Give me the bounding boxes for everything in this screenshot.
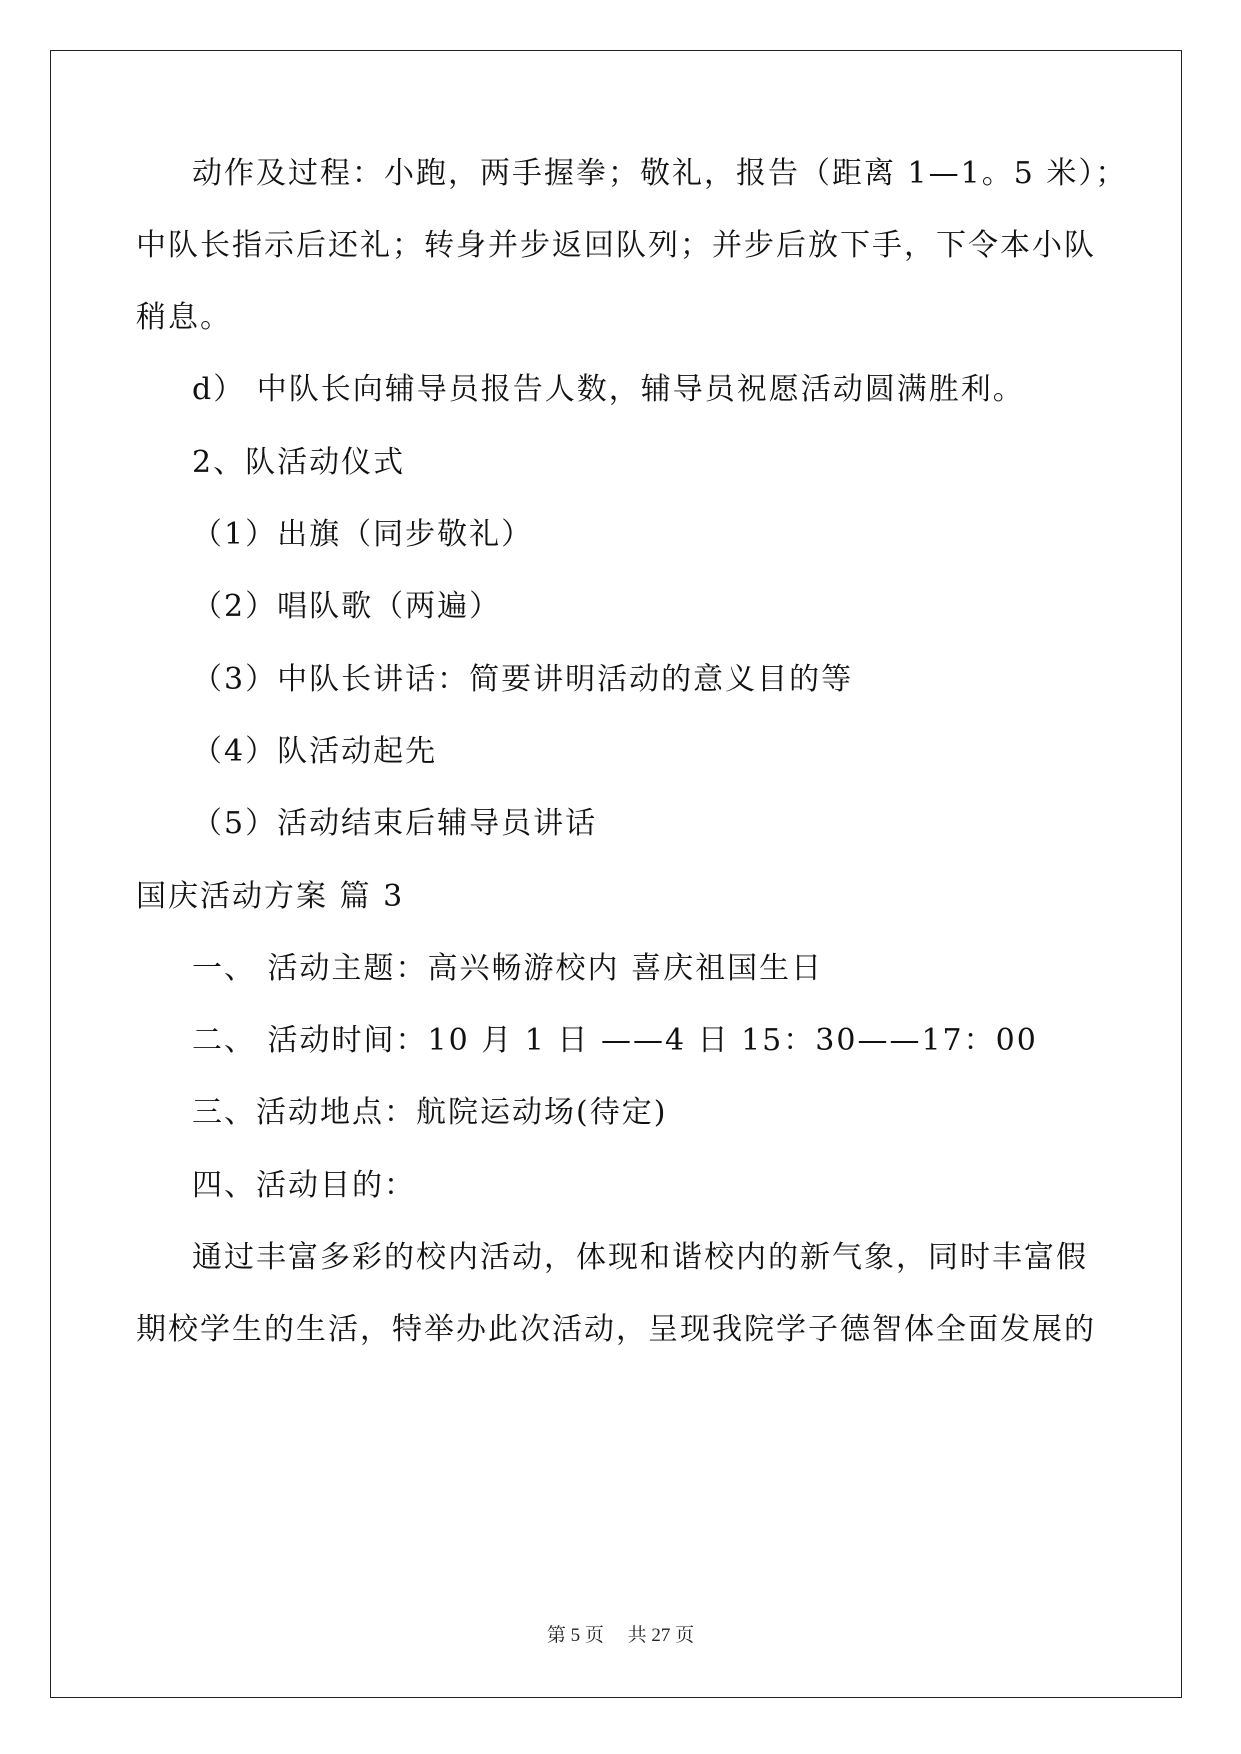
section-item: 一、 活动主题：高兴畅游校内 喜庆祖国生日: [192, 951, 824, 986]
page-footer: [0, 1620, 1241, 1647]
section-item: 二、 活动时间：10 月 1 日 ——4 日 15：30——17：00: [192, 1023, 1038, 1058]
paragraph-line: d） 中队长向辅导员报告人数，辅导员祝愿活动圆满胜利。: [192, 372, 1025, 407]
list-item: （1）出旗（同步敬礼）: [192, 517, 534, 552]
paragraph-line: 动作及过程：小跑，两手握拳；敬礼，报告（距离 1—1。5 米）；: [192, 156, 1128, 191]
page-number: 第 5 页: [546, 1625, 604, 1646]
section-item: 四、活动目的：: [192, 1168, 416, 1203]
list-item: （3）中队长讲话：简要讲明活动的意义目的等: [192, 662, 854, 697]
list-item: （4）队活动起先: [192, 734, 438, 769]
section-heading: 2、队活动仪式: [192, 445, 406, 480]
paragraph-line: 中队长指示后还礼；转身并步返回队列；并步后放下手，下令本小队: [136, 228, 1096, 263]
list-item: （5）活动结束后辅导员讲话: [192, 806, 598, 841]
list-item: （2）唱队歌（两遍）: [192, 589, 502, 624]
section-item: 三、活动地点：航院运动场(待定): [192, 1095, 668, 1130]
article-title: 国庆活动方案 篇 3: [136, 879, 405, 914]
paragraph-line: 期校学生的生活，特举办此次活动，呈现我院学子德智体全面发展的: [136, 1312, 1096, 1347]
page-total: 共 27 页: [627, 1625, 695, 1646]
paragraph-line: 通过丰富多彩的校内活动，体现和谐校内的新气象，同时丰富假: [192, 1240, 1088, 1275]
paragraph-line: 稍息。: [136, 300, 232, 335]
